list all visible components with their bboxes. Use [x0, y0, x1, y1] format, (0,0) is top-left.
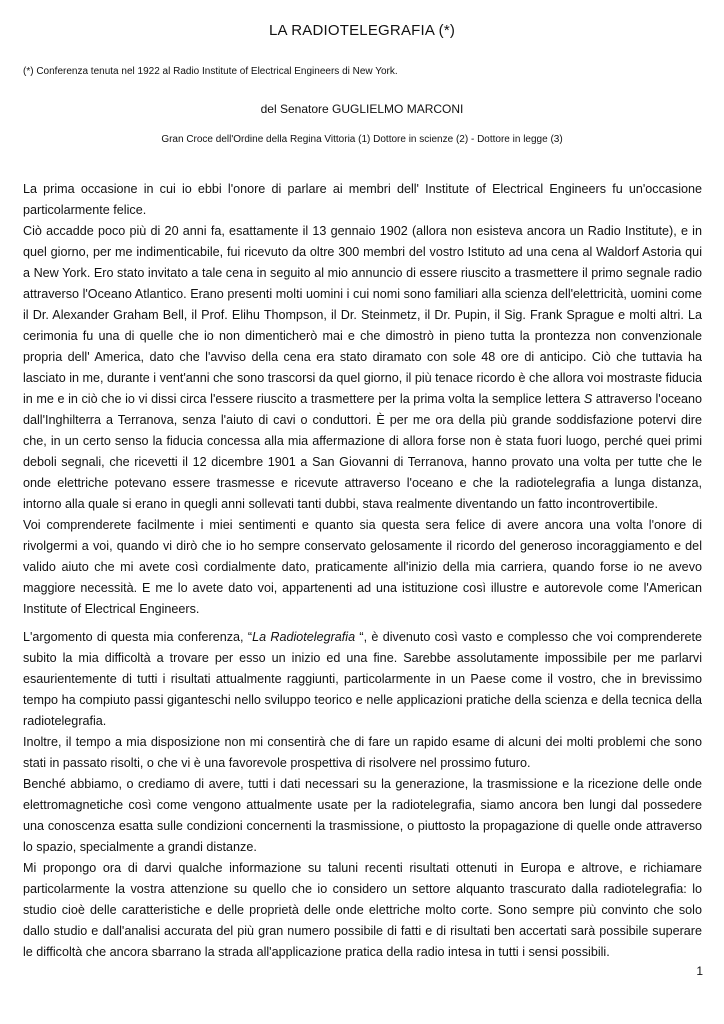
title-footnote: (*) Conferenza tenuta nel 1922 al Radio Institute of Electrical Engineers di New York.	[23, 66, 398, 77]
paragraph-3	[23, 515, 702, 620]
paragraph-7-text: Mi propongo ora di darvi qualche informazione su taluni recenti risultati ottenuti in Europa e altrove, e richiamare particolarmente la vostra attenzione su quello che io considero un settore alquanto trascurato dalla radiotelegrafia: lo studio cioè delle caratteristiche e delle proprietà delle onde elettriche molto corte. Sono sempre più convinto che solo dallo studio e dall'analisi accurata del più gran numero possibile di fatti e di risultati ben accertati sarà possibile superare le difficoltà che ancora sbarrano la strada all'applicazione pratica della radio intesa in tutti i sensi possibili.	[23, 861, 702, 959]
paragraph-2-text: Ciò accadde poco più di 20 anni fa, esattamente il 13 gennaio 1902 (allora non esisteva ancora un Radio Institute), e in quel giorno, per me indimenticabile, fui ricevuto da oltre 300 membri del vostro Istituto ad una cena al Waldorf Astoria qui a New York. Ero stato invitato a tale cena in seguito al mio annuncio di essere riuscito a trasmettere il primo segnale radio attraverso l'Oceano Atlantico. Erano presenti molti uomini i cui nomi sono familiari alla scienza dell'elettricità, uomini come il Dr. Alexander Graham Bell, il Prof. Elihu Thompson, il Dr. Steinmetz, il Dr. Pupin, il Sig. Frank Sprague e molti altri. La cerimonia fu una di quelle che io non dimenticherò mai e che dimostrò in pieno tutta la prontezza non convenzionale propria dell' America, dato che l'avviso della cena era stato diramato con sole 48 ore di anticipo. Ciò che tuttavia ha lasciato in me, durante i vent'anni che sono trascorsi da quel giorno, il più tenace ricordo è che allora voi mostraste fiducia in me e in ciò che io vi dissi circa l'essere riuscito a trasmettere per la prima volta la semplice lettera	[23, 224, 702, 406]
page-number: 1	[696, 964, 703, 978]
author-line: del Senatore GUGLIELMO MARCONI	[260, 102, 464, 116]
paragraph-6	[23, 774, 702, 858]
paragraph-6-text: Benché abbiamo, o crediamo di avere, tutti i dati necessari su la generazione, la trasmissione e la ricezione delle onde elettromagnetiche così come vengono attualmente usate per la radiotelegrafia, siamo ancora ben lungi dal possedere una conoscenza esatta sulle condizioni concernenti la trasmissione, o piuttosto la propagazione di quelle onde attraverso lo spazio, specialmente a grandi distanze.	[23, 777, 702, 854]
document-title: LA RADIOTELEGRAFIA (*)	[268, 22, 456, 39]
paragraph-4	[23, 627, 702, 732]
paragraph-5	[23, 732, 702, 774]
paragraph-5-text: Inoltre, il tempo a mia disposizione non mi consentirà che di fare un rapido esame di alcuni dei molti problemi che sono stati in passato risolti, o che vi è una favorevole prospettiva di risolvere nel prossimo futuro.	[23, 735, 702, 770]
letter-s-italic: S	[583, 392, 593, 406]
paragraph-1	[23, 179, 702, 221]
paragraph-2-text-after: attraverso l'oceano dall'Inghilterra a Terranova, senza l'aiuto di cavi o conduttori. È per me ora della più grande soddisfazione potervi dire che, in un certo senso la fiducia concessa alla mia affermazione di allora forse non è stata fuori luogo, perché quei primi deboli segnali, che ricevetti il 12 dicembre 1901 a San Giovanni di Terranova, hanno provato una volta per tutte che le onde elettriche potevano essere trasmesse e ricevute attraverso l'oceano e che la radiotelegrafia a lunga distanza, intorno alla quale si erano in quegli anni sollevati tanti dubbi, stava realmente diventando un fatto incontrovertibile.	[23, 392, 703, 511]
paragraph-7	[23, 858, 702, 963]
paragraph-1-text: La prima occasione in cui io ebbi l'onore di parlare ai membri dell' Institute of Electrical Engineers fu un'occasione particolarmente felice.	[23, 182, 702, 217]
author-honors: Gran Croce dell'Ordine della Regina Vittoria (1) Dottore in scienze (2) - Dottore in legge (3)	[161, 134, 563, 145]
document-body	[23, 179, 702, 963]
paragraph-4-text-before: L'argomento di questa mia conferenza, “	[23, 630, 253, 644]
paragraph-3-text: Voi comprenderete facilmente i miei sentimenti e quanto sia questa sera felice di avere ancora una volta l'onore di rivolgermi a voi, quando vi dirò che io ho sempre conservato gelosamente il ricordo del generoso incoraggiamento e del valido aiuto che mi avete così cordialmente dato, praticamente all'inizio della mia carriera, quando forse io ne avevo maggiore necessità. E me lo avete dato voi, appartenenti ad una istituzione così illustre e autorevole come l'American Institute of Electrical Engineers.	[23, 518, 702, 616]
paragraph-4-text-after: “, è divenuto così vasto e complesso che voi comprenderete subito la mia difficoltà a trovare per esso un inizio ed una fine. Sarebbe assolutamente impossibile per me parlarvi esaurientemente di tutti i risultati attualmente raggiunti, particolarmente in un Paese come il vostro, che in brevissimo tempo ha compiuto passi giganteschi nello sviluppo teorico e nelle applicazioni pratiche della scienza e della tecnica della radiotelegrafia.	[23, 630, 702, 728]
paragraph-2	[23, 221, 702, 515]
lecture-title-italic: La Radiotelegrafia	[252, 630, 356, 644]
